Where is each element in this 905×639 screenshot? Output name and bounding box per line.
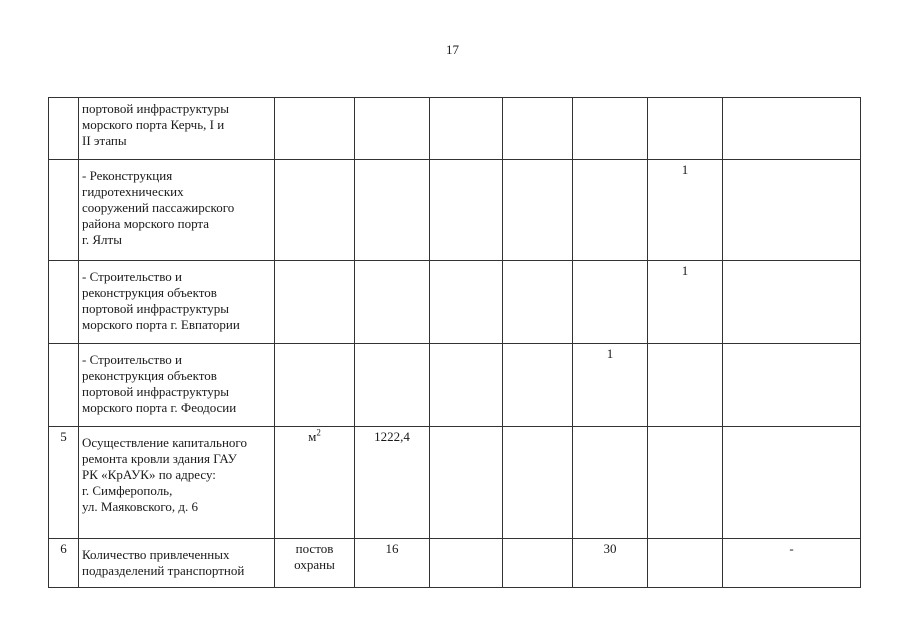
table-row [49,98,861,160]
data-table [48,97,861,588]
value-cell: 1 [573,344,648,427]
table-row [49,160,861,261]
row-number [49,160,79,261]
value-cell [355,98,430,160]
value-cell [573,261,648,344]
value-cell [503,160,573,261]
row-name: - Строительство и реконструкция объектов портовой инфраструктуры морского порта г. Евпатории [79,261,275,344]
value-cell [430,344,503,427]
value-cell [355,261,430,344]
row-number [49,261,79,344]
value-cell: 1222,4 [355,427,430,539]
row-unit [275,344,355,427]
row-number: 6 [49,539,79,588]
value-cell [648,344,723,427]
row-unit [275,98,355,160]
row-unit: $м^2$ [275,427,355,539]
table-row [49,261,861,344]
value-cell [723,261,861,344]
page-number: 17 [446,42,459,57]
value-cell [648,539,723,588]
value-cell [355,160,430,261]
value-cell: 1 [648,261,723,344]
value-cell [430,98,503,160]
value-cell [430,539,503,588]
value-cell [723,98,861,160]
table-row [49,344,861,427]
row-number [49,98,79,160]
value-cell: 30 [573,539,648,588]
value-cell [503,539,573,588]
value-cell [573,160,648,261]
value-cell [503,427,573,539]
value-cell [723,344,861,427]
row-name: Количество привлеченных подразделений транспортной [79,539,275,588]
value-cell: 16 [355,539,430,588]
value-cell [355,344,430,427]
value-cell [503,98,573,160]
value-cell [648,98,723,160]
value-cell: - [723,539,861,588]
row-number: 5 [49,427,79,539]
value-cell [503,344,573,427]
value-cell [430,160,503,261]
value-cell [430,427,503,539]
row-name: - Реконструкция гидротехнических сооружений пассажирского района морского порта г. Ялты [79,160,275,261]
value-cell [573,98,648,160]
row-name: портовой инфраструктуры морского порта Керчь, I и II этапы [79,98,275,160]
row-unit [275,261,355,344]
row-unit [275,160,355,261]
unit-superscript: 2 [316,427,321,438]
row-unit: постов охраны [275,539,355,588]
row-number [49,344,79,427]
value-cell [723,427,861,539]
row-name: Осуществление капитального ремонта кровли здания ГАУ РК «КрАУК» по адресу: г. Симферополь, ул. Маяковского, д. 6 [79,427,275,539]
value-cell [723,160,861,261]
value-cell [648,427,723,539]
table-row [49,539,861,588]
table-row [49,427,861,539]
value-cell [430,261,503,344]
value-cell: 1 [648,160,723,261]
value-cell [503,261,573,344]
value-cell [573,427,648,539]
row-name: - Строительство и реконструкция объектов портовой инфраструктуры морского порта г. Феодосии [79,344,275,427]
